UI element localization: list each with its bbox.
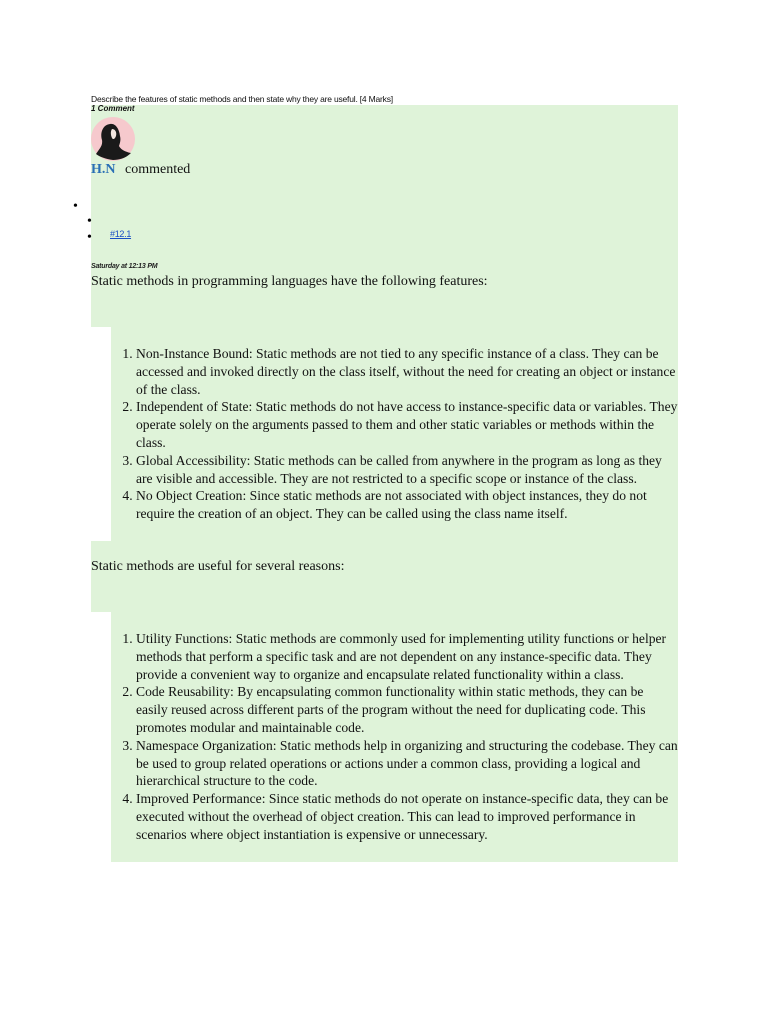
list-item: 4. Improved Performance: Since static methods do not operate on instance-specific data, they can be executed without the overhead of object creation. This can lead to improved performance in scenarios where object instantiation is expensive or unnecessary. [136, 790, 678, 843]
comment-author-line [91, 162, 190, 178]
question-text: Describe the features of static methods and then state why they are useful. [4 Marks] [91, 94, 393, 104]
list-item: 1. Utility Functions: Static methods are commonly used for implementing utility functions or helper methods that perform a specific task and are not dependent on any instance-specific data. They provide a convenient way to organize and encapsulate related functionality within a class. [136, 630, 678, 683]
features-list [111, 345, 678, 523]
list-item: 3. Namespace Organization: Static methods help in organizing and structuring the codebase. They can be used to group related operations or actions under a common class, providing a logical and hierarchical structure to the code. [136, 737, 678, 790]
avatar[interactable] [90, 116, 136, 162]
list-item: 3. Global Accessibility: Static methods can be called from anywhere in the program as long as they are visible and accessible. They are not restricted to a specific scope or instance of the class. [136, 452, 678, 488]
highlight-block-mid [91, 541, 678, 612]
reasons-list [111, 630, 678, 844]
post-permalink[interactable]: #12.1 [110, 229, 132, 239]
highlight-block-top [91, 105, 678, 327]
author-name[interactable]: H.N [91, 162, 116, 177]
bullet-icon: • [87, 230, 92, 245]
comment-timestamp: Saturday at 12:13 PM [91, 263, 158, 270]
list-item: 2. Independent of State: Static methods do not have access to instance-specific data or variables. They operate solely on the arguments passed to them and other static variables or methods within the class. [136, 398, 678, 451]
list-item: 4. No Object Creation: Since static methods are not associated with object instances, they do not require the creation of an object. They can be called using the class name itself. [136, 487, 678, 523]
bullet-icon: • [73, 199, 78, 214]
section1-intro: Static methods in programming languages have the following features: [91, 274, 488, 289]
bullet-icon: • [87, 214, 92, 229]
section2-intro: Static methods are useful for several reasons: [91, 559, 345, 574]
author-action: commented [125, 162, 191, 177]
list-item: 2. Code Reusability: By encapsulating common functionality within static methods, they can be easily reused across different parts of the program without the need for duplicating code. This promotes modular and maintainable code. [136, 683, 678, 736]
list-item: 1. Non-Instance Bound: Static methods are not tied to any specific instance of a class. They can be accessed and invoked directly on the class itself, without the need for creating an object or instance of the class. [136, 345, 678, 398]
comment-count: 1 Comment [91, 104, 135, 113]
